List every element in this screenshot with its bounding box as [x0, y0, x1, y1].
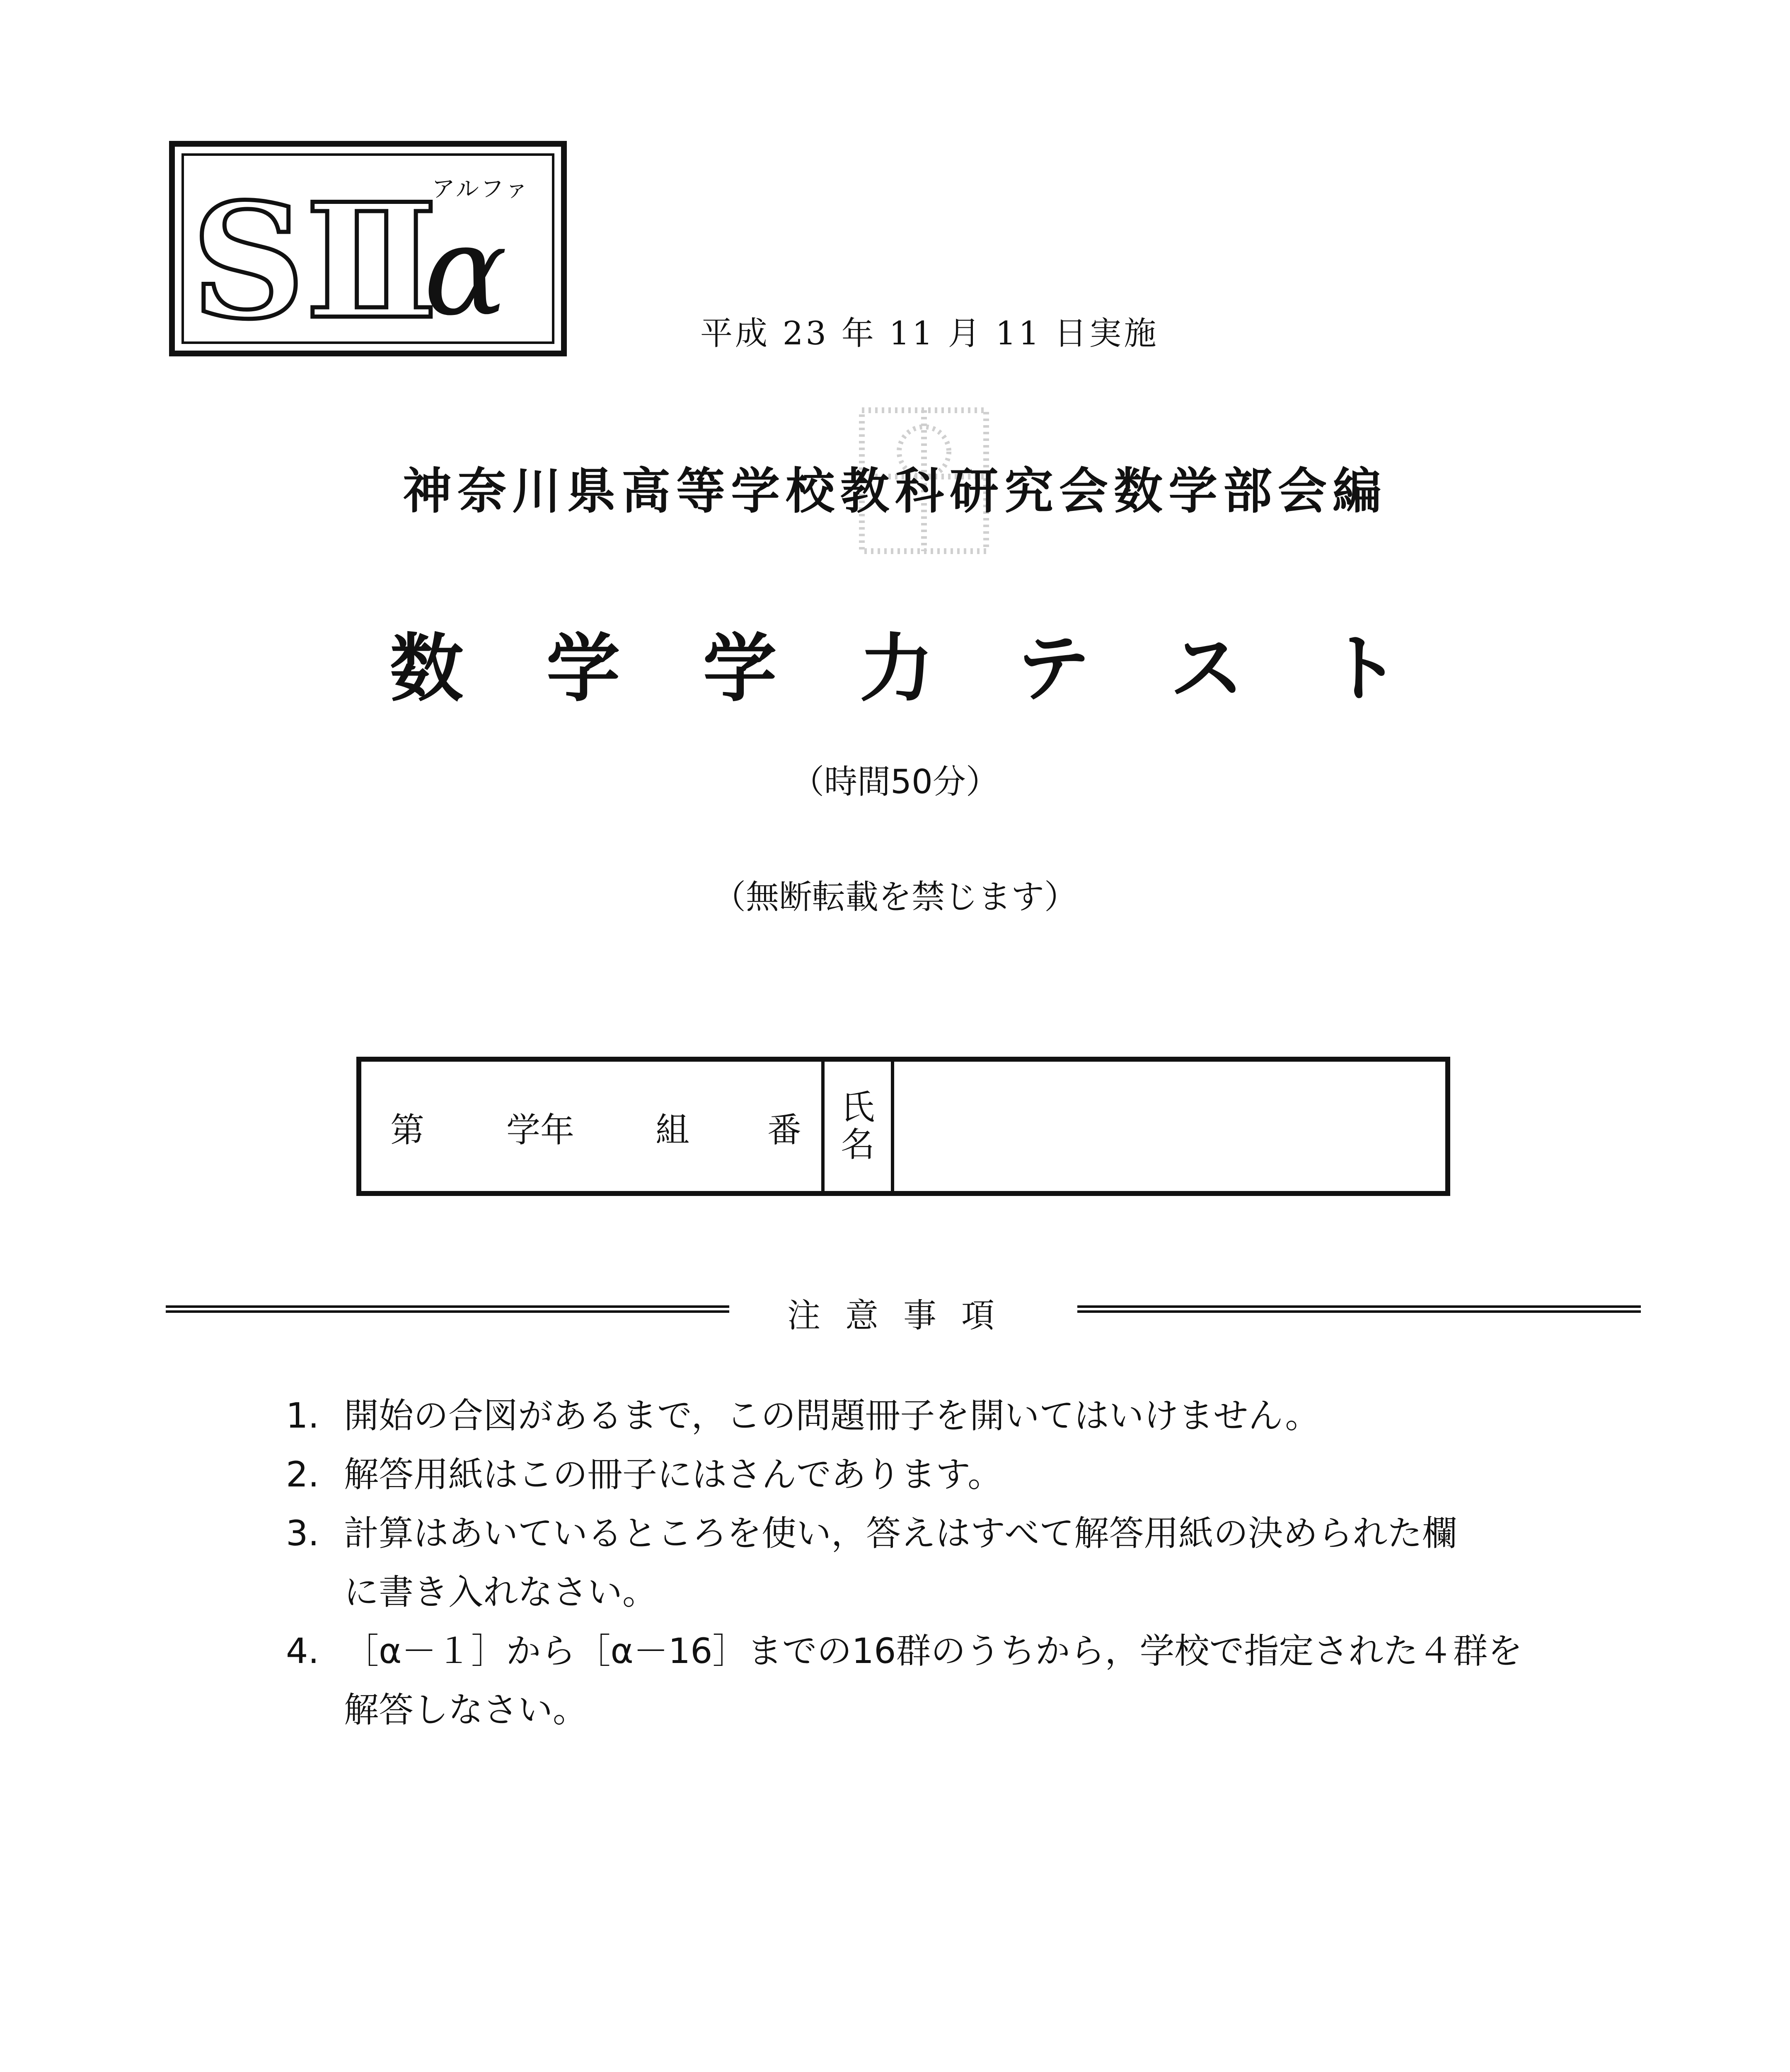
- grade-label: 学年: [506, 1111, 575, 1150]
- cautions-title: 注意事項: [787, 1296, 1019, 1335]
- time-limit: （時間50分）: [791, 762, 999, 801]
- caution-number: 3.: [286, 1513, 319, 1554]
- student-info-table: [356, 1057, 1450, 1196]
- logo-ruby: アルファ: [432, 176, 530, 203]
- s2-logo-mark: [191, 163, 438, 354]
- number-label: 番: [767, 1111, 802, 1150]
- name-field[interactable]: [894, 1062, 1445, 1191]
- copyright-notice: （無断転載を禁じます）: [713, 878, 1077, 916]
- name-label-cell: [825, 1062, 894, 1191]
- logo-box: [169, 141, 567, 356]
- double-rule-left: [166, 1305, 729, 1313]
- double-rule-right: [1077, 1305, 1641, 1313]
- class-cell: [361, 1062, 825, 1191]
- name-label-line1: 氏: [840, 1087, 875, 1127]
- caution-text: 開始の合図があるまで，この問題冊子を開いてはいけません。: [344, 1395, 1320, 1436]
- caution-number: 1.: [286, 1395, 319, 1436]
- caution-item: [286, 1504, 1529, 1622]
- caution-item: [286, 1622, 1529, 1739]
- grade-prefix: 第: [390, 1111, 425, 1150]
- publisher: 神奈川県高等学校教科研究会数学部会編: [402, 462, 1387, 520]
- caution-text: 計算はあいているところを使い，答えはすべて解答用紙の決められた欄 に書き入れなさい。: [344, 1513, 1457, 1612]
- logo-alpha: α: [423, 198, 508, 343]
- caution-number: 2.: [286, 1454, 319, 1495]
- class-label: 組: [656, 1111, 690, 1150]
- page-title: 数学学力テスト: [389, 625, 1483, 712]
- logo-mark-text: SⅡ: [191, 169, 438, 354]
- caution-text: 解答用紙はこの冊子にはさんであります。: [344, 1454, 1003, 1495]
- caution-text: ［α－１］から［α－16］までの16群のうちから，学校で指定された４群を 解答しなさい。: [344, 1631, 1523, 1730]
- caution-number: 4.: [286, 1631, 319, 1671]
- exam-date: 平成 23 年 11 月 11 日実施: [700, 315, 1159, 352]
- name-label-line2: 名: [840, 1125, 875, 1164]
- caution-item: [286, 1445, 1529, 1504]
- caution-list: [286, 1386, 1529, 1739]
- caution-item: [286, 1386, 1529, 1445]
